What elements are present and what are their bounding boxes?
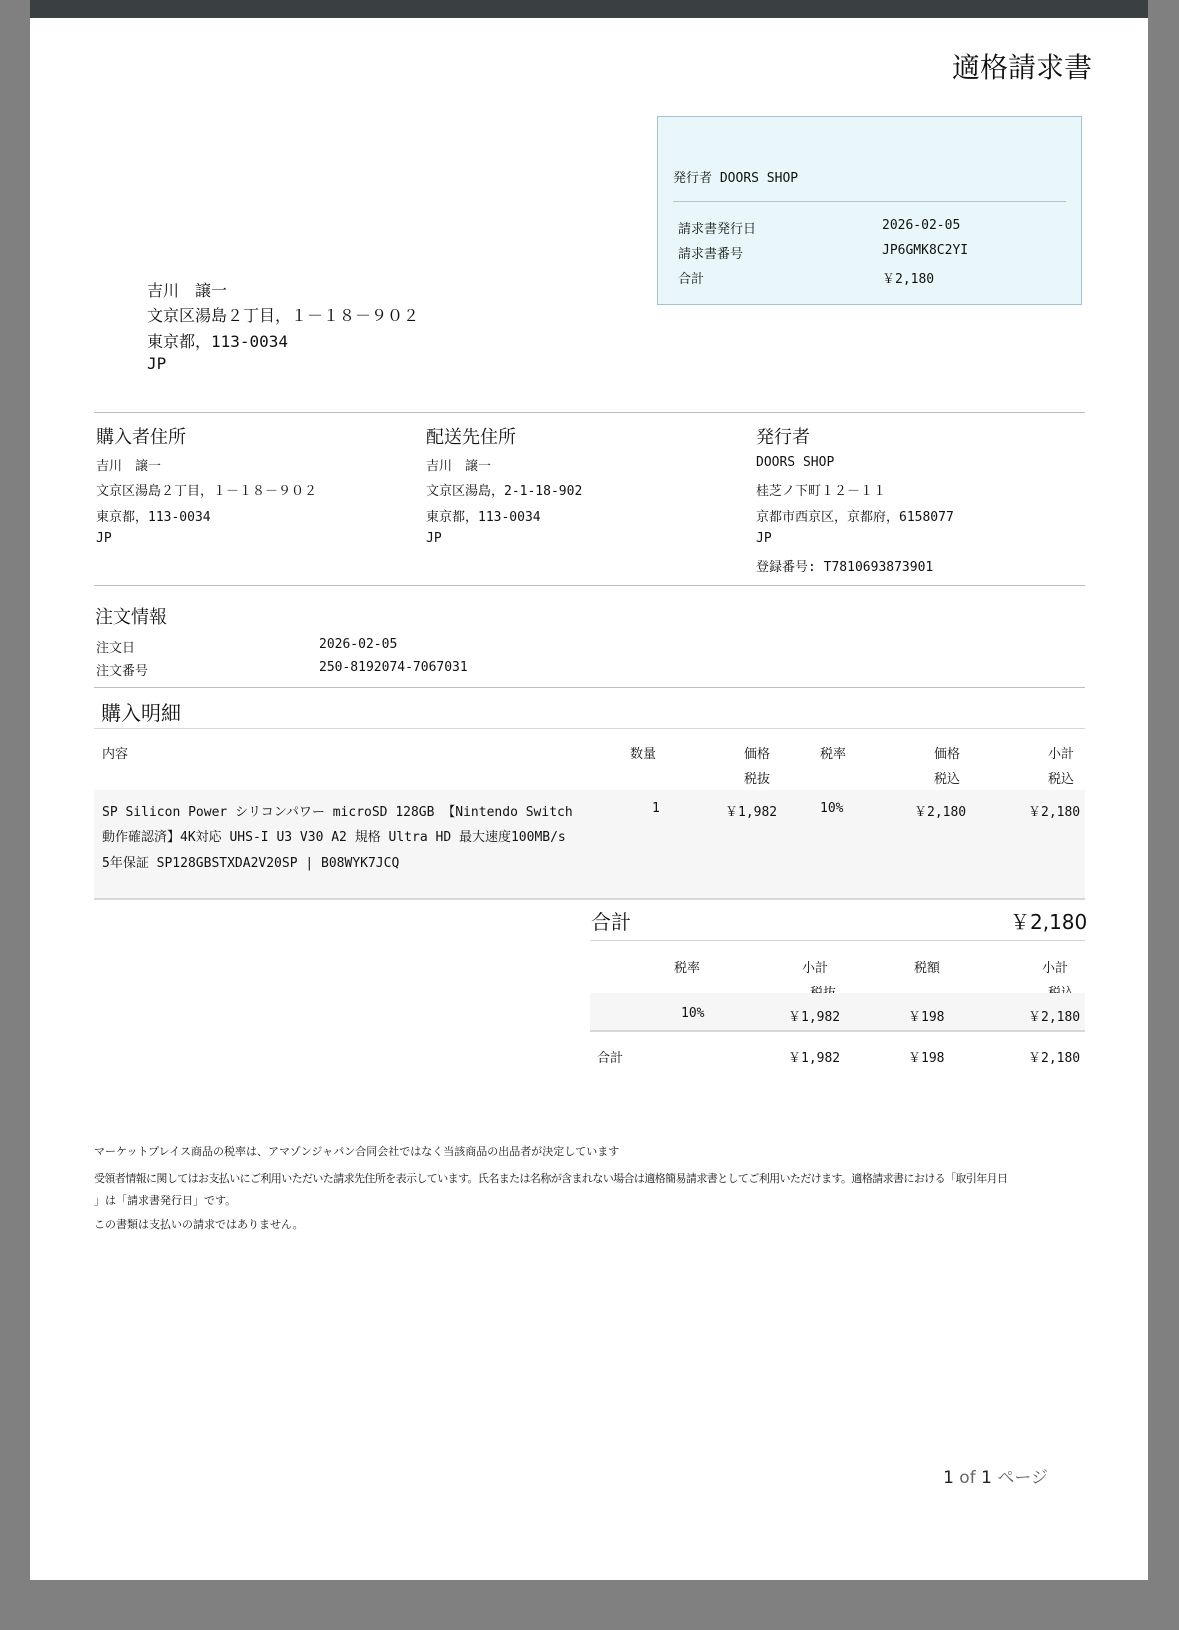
page-of: of [959,1468,976,1488]
totals-label: 合計 [591,910,631,934]
seller-address1: 桂芝ノ下町１２－１１ [756,484,887,499]
item-tax-rate: 10% [820,801,844,816]
tax-sum-label: 合計 [597,1051,624,1066]
divider [94,687,1085,688]
col-price: 価格 [744,747,771,762]
page-unit: ページ [997,1468,1048,1488]
invoice-page [30,18,1148,1580]
item-subtotal: ￥2,180 [1028,805,1081,820]
col-tax-rate: 税率 [820,747,847,762]
order-date-value: 2026-02-05 [319,637,398,652]
seller-address2: 京都市西京区，京都府，6158077 [756,510,954,525]
invoice-date-value: 2026-02-05 [882,218,961,233]
item-price: ￥1,982 [725,805,778,820]
shipping-country: JP [426,531,442,546]
page-indicator [943,1463,1048,1488]
items-heading: 購入明細 [101,701,181,725]
buyer-address1: 文京区湯島２丁目，１－１８－９０２ [96,484,318,499]
tax-row-rate: 10% [681,1006,705,1021]
shipping-address1: 文京区湯島，2-1-18-902 [426,484,583,499]
seller-name: DOORS SHOP [756,455,835,470]
tax-row-tax: ￥198 [908,1010,945,1025]
item-price-incl: ￥2,180 [914,805,967,820]
shipping-name: 吉川 譲一 [426,459,492,474]
order-number-label: 注文番号 [96,664,149,679]
buyer-country: JP [96,531,112,546]
divider [94,898,1085,900]
recipient-address2: 東京都，113-0034 [147,332,289,351]
shipping-heading: 配送先住所 [426,427,516,448]
note-not-a-bill: この書類は支払いの請求ではありません。 [94,1218,304,1231]
recipient-country: JP [147,354,167,373]
invoice-total-label: 合計 [678,272,705,287]
item-qty: 1 [652,801,660,816]
tax-col-subtotal: 小計 [802,961,829,976]
order-heading: 注文情報 [95,607,167,628]
totals-amount: ￥2,180 [1010,910,1088,934]
item-desc-line2: 動作確認済】4K対応 UHS-I U3 V30 A2 規格 Ultra HD 最大速度100MB/s [102,830,566,845]
buyer-heading: 購入者住所 [96,427,186,448]
page-total: 1 [981,1468,992,1488]
item-desc-line1: SP Silicon Power シリコンパワー microSD 128GB 【Nintendo Switch [102,805,573,820]
issuer-summary-box [657,116,1082,305]
divider [590,1030,1085,1032]
buyer-name: 吉川 譲一 [96,459,162,474]
invoice-number-value: JP6GMK8C2YI [882,243,969,258]
tax-col-rate: 税率 [674,961,701,976]
issuer-line [673,167,798,186]
issuer-divider [673,201,1066,202]
tax-row-subtotal: ￥1,982 [788,1010,841,1025]
col-qty: 数量 [630,747,657,762]
tax-sum-subtotal-incl: ￥2,180 [1028,1051,1081,1066]
note-recipient-a: 受領者情報に関してはお支払いにご利用いただいた請求先住所を表示しています。氏名または名称が含まれない場合は適格簡易請求書としてご利用いただけます。適格請求書における「取引年月日 [94,1172,1008,1185]
order-date-label: 注文日 [96,641,136,656]
viewer-top-bar [30,0,1148,18]
document-title: 適格請求書 [951,51,1092,84]
buyer-address2: 東京都，113-0034 [96,510,211,525]
divider [94,728,1085,729]
seller-registration: 登録番号: T7810693873901 [756,560,934,575]
seller-country: JP [756,531,772,546]
tax-col-tax: 税額 [914,961,941,976]
recipient-address1: 文京区湯島２丁目，１－１８－９０２ [147,306,420,325]
issuer-label: 発行者 [673,171,713,186]
col-description: 内容 [102,747,129,762]
invoice-date-label: 請求書発行日 [678,222,757,237]
issuer-name: DOORS SHOP [719,171,799,186]
divider [590,940,1085,941]
col-subtotal-sub: 税込 [1048,772,1075,787]
page-current: 1 [943,1468,954,1488]
col-price-sub: 税抜 [744,772,771,787]
tax-col-subtotal-incl: 小計 [1042,961,1069,976]
divider [94,412,1085,413]
invoice-number-label: 請求書番号 [678,247,744,262]
order-number-value: 250-8192074-7067031 [319,660,468,675]
tax-row-subtotal-incl: ￥2,180 [1028,1010,1081,1025]
divider [94,585,1085,586]
recipient-name: 吉川 譲一 [147,281,228,300]
tax-sum-subtotal: ￥1,982 [788,1051,841,1066]
invoice-total-value: ￥2,180 [882,272,935,287]
tax-sum-tax: ￥198 [908,1051,945,1066]
col-subtotal: 小計 [1048,747,1075,762]
item-desc-line3: 5年保証 SP128GBSTXDA2V20SP | B08WYK7JCQ [102,856,400,871]
note-recipient-b: 」は「請求書発行日」です。 [94,1194,237,1207]
note-marketplace: マーケットプレイス商品の税率は、アマゾンジャパン合同会社ではなく当該商品の出品者が決定しています [94,1145,620,1158]
shipping-address2: 東京都，113-0034 [426,510,541,525]
col-price-incl: 価格 [934,747,961,762]
seller-heading: 発行者 [756,427,810,448]
col-price-incl-sub: 税込 [934,772,961,787]
